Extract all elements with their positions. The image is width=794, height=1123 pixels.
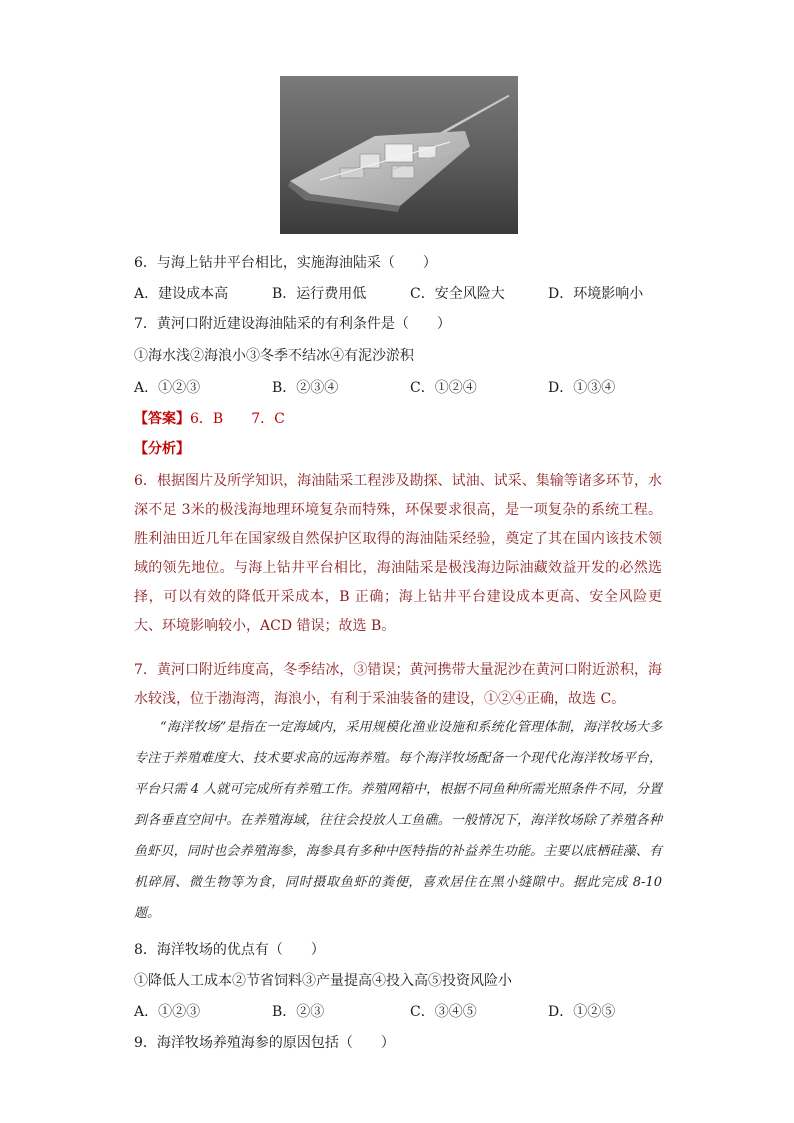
q7-option-c: C．①②④	[410, 380, 477, 396]
question-8-options	[134, 1002, 654, 1022]
question-7-stem: 7．黄河口附近建设海油陆采的有利条件是（ ）	[134, 316, 451, 332]
q6-option-a: A．建设成本高	[134, 286, 229, 302]
question-7-options	[134, 378, 654, 398]
question-6-stem: 6．与海上钻井平台相比，实施海油陆采（ ）	[134, 255, 437, 271]
q7-option-d: D．①③④	[548, 380, 616, 396]
answer-value: 6．B 7．C	[190, 411, 285, 427]
reading-passage: “海洋牧场”是指在一定海域内，采用规模化渔业设施和系统化管理体制，海洋牧场大多专注于养殖难度大、技术要求高的远海养殖。每个海洋牧场配备一个现代化海洋牧场平台，平台只需 4 人就可完成所有养殖工作。养殖网箱中，根据不同鱼种所需光照条件不同，分置到各垂直空间中。在养殖海域，往往会投放人工鱼礁。一般情况下，海洋牧场除了养殖各种鱼虾贝，同时也会养殖海参，海参具有多种中医特指的补益养生功能。主要以底栖硅藻、有机碎屑、微生物等为食，同时摄取鱼虾的粪便，喜欢居住在黑小缝隙中。据此完成 8-10 题。	[134, 720, 662, 921]
q8-option-c: C．③④⑤	[410, 1004, 477, 1020]
question-6-options	[134, 284, 654, 304]
analysis-question-7: 7．黄河口附近纬度高，冬季结冰，③错误；黄河携带大量泥沙在黄河口附近淤积，海水较浅，位于渤海湾，海浪小，有利于采油装备的建设，①②④正确，故选 C。	[134, 662, 662, 707]
q8-option-b: B．②③	[272, 1004, 325, 1020]
analysis-tag: 【分析】	[134, 441, 190, 457]
question-7-conditions: ①海水浅②海浪小③冬季不结冰④有泥沙淤积	[134, 348, 414, 364]
q6-option-d: D．环境影响小	[548, 286, 644, 302]
q7-option-b: B．②③④	[272, 380, 339, 396]
analysis-question-6: 6．根据图片及所学知识，海油陆采工程涉及勘探、试油、试采、集输等诸多环节，水深不足 3米的极浅海地理环境复杂而特殊，环保要求很高，是一项复杂的系统工程。胜利油田近几年在国家级自然保护区取得的海油陆采经验，奠定了其在国内该技术领域的领先地位。与海上钻井平台相比，海油陆采是极浅海边际油藏效益开发的必然选择，可以有效的降低开采成本，B 正确；海上钻井平台建设成本更高、安全风险更大、环境影响较小，ACD 错误；故选 B。	[134, 473, 662, 634]
artificial-island-photo	[280, 76, 518, 234]
question-8-stem: 8．海洋牧场的优点有（ ）	[134, 942, 325, 958]
answer-tag: 【答案】	[134, 411, 190, 427]
q8-option-d: D．①②⑤	[548, 1004, 616, 1020]
q8-option-a: A．①②③	[134, 1004, 201, 1020]
q7-option-a: A．①②③	[134, 380, 201, 396]
q6-option-b: B．运行费用低	[272, 286, 367, 302]
q6-option-c: C．安全风险大	[410, 286, 505, 302]
question-9-stem: 9．海洋牧场养殖海参的原因包括（ ）	[134, 1035, 395, 1051]
answer-line	[134, 409, 285, 429]
question-8-conditions: ①降低人工成本②节省饲料③产量提高④投入高⑤投资风险小	[134, 973, 512, 989]
